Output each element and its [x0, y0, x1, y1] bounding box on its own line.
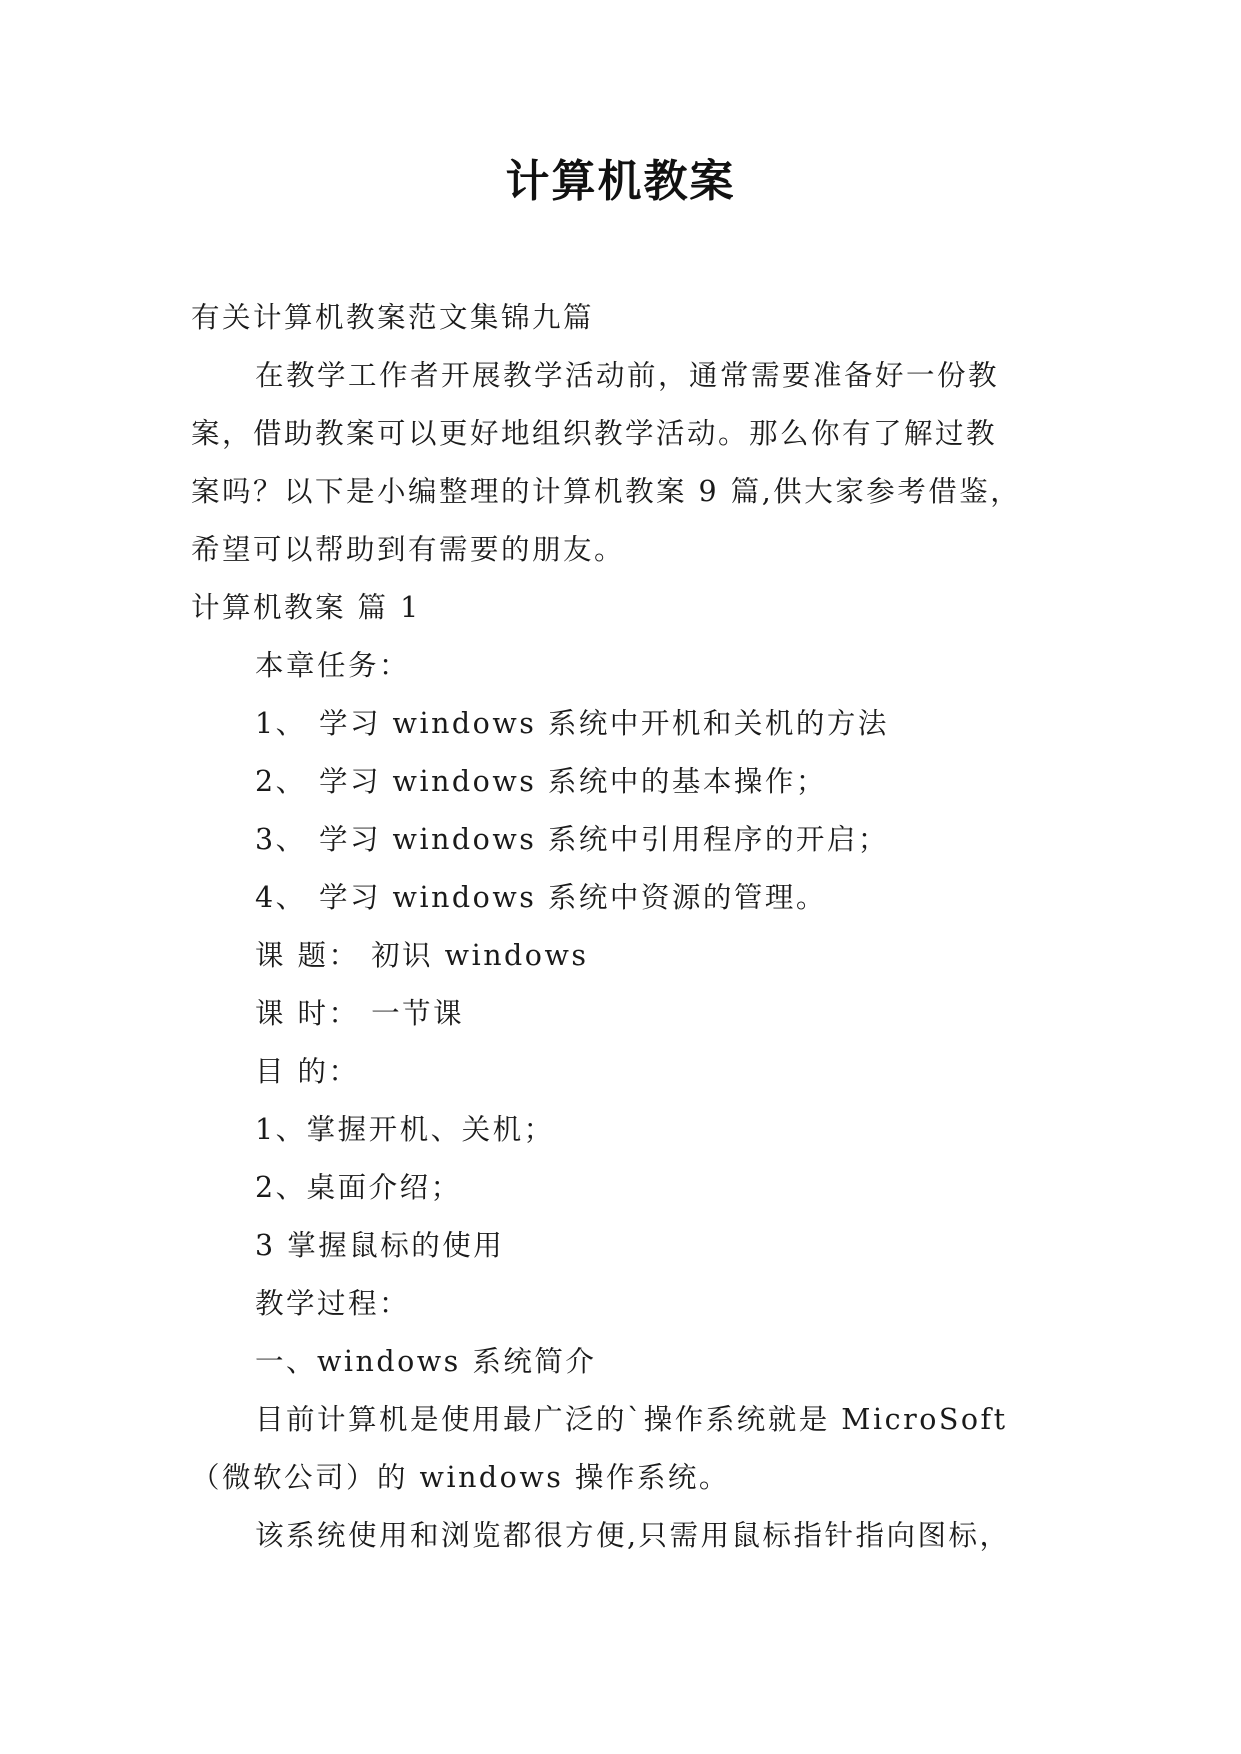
paragraph-line: 1、掌握开机、关机； [255, 1113, 555, 1146]
paragraph-line: 教学过程： [255, 1287, 411, 1320]
list-item [191, 753, 1051, 811]
list-item-text: 学习 windows 系统中的基本操作； [319, 765, 827, 798]
paragraph-line: 一、windows 系统简介 [255, 1345, 597, 1378]
list-item [191, 811, 1051, 869]
list-item-text: 学习 windows 系统中资源的管理。 [319, 881, 827, 914]
section-heading: 计算机教案 篇 1 [191, 591, 421, 624]
paragraph-line: （微软公司）的 windows 操作系统。 [191, 1461, 730, 1494]
paragraph-line: 课 时： 一节课 [255, 997, 465, 1030]
paragraph-line: 目前计算机是使用最广泛的`操作系统就是 MicroSoft [255, 1403, 1008, 1436]
paragraph-line: 2、桌面介绍； [255, 1171, 462, 1204]
document-body [191, 289, 1051, 1565]
subtitle-line: 有关计算机教案范文集锦九篇 [191, 301, 595, 334]
paragraph-line: 在教学工作者开展教学活动前，通常需要准备好一份教 [255, 359, 1000, 392]
list-item-text: 学习 windows 系统中开机和关机的方法 [319, 707, 889, 740]
paragraph-line: 本章任务： [255, 649, 411, 682]
paragraph-line: 希望可以帮助到有需要的朋友。 [191, 533, 626, 566]
list-item [191, 869, 1051, 927]
paragraph-line: 案，借助教案可以更好地组织教学活动。那么你有了解过教 [191, 417, 998, 450]
list-number: 4、 [255, 881, 307, 914]
paragraph-line: 3 掌握鼠标的使用 [255, 1229, 505, 1262]
document-title: 计算机教案 [505, 156, 736, 207]
list-number: 2、 [255, 765, 307, 798]
paragraph-line: 案吗？以下是小编整理的计算机教案 9 篇,供大家参考借鉴， [191, 475, 1022, 508]
list-item [191, 695, 1051, 753]
list-number: 1、 [255, 707, 307, 740]
paragraph-line: 目 的： [255, 1055, 360, 1088]
list-item-text: 学习 windows 系统中引用程序的开启； [319, 823, 889, 856]
list-number: 3、 [255, 823, 307, 856]
paragraph-line: 课 题： 初识 windows [255, 939, 589, 972]
paragraph-line: 该系统使用和浏览都很方便,只需用鼠标指针指向图标， [255, 1519, 1011, 1552]
